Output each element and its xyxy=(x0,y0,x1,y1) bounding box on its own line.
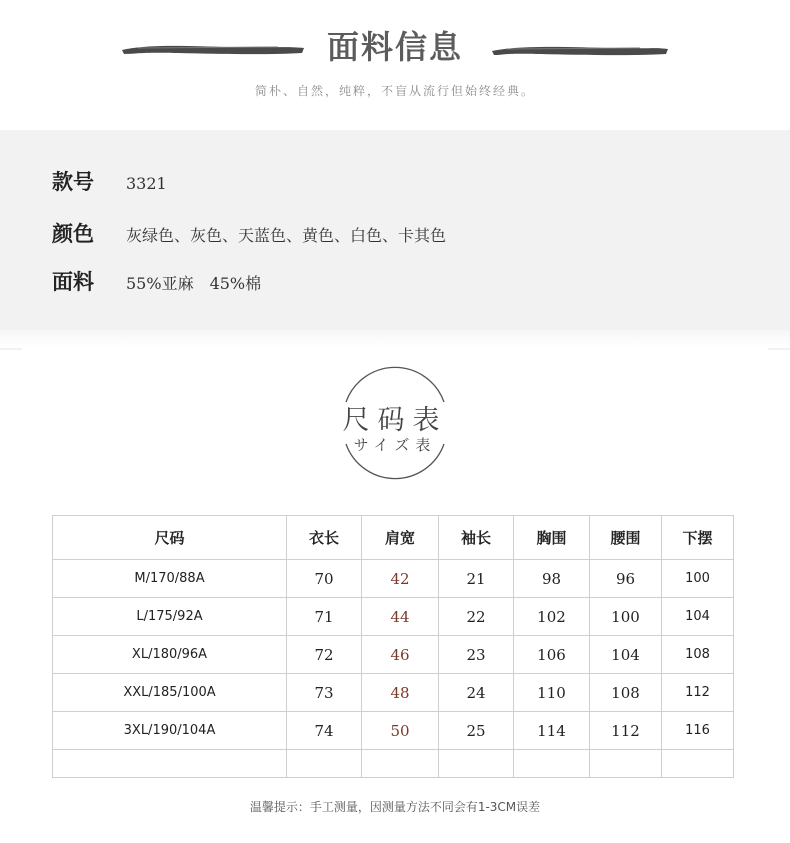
table-cell xyxy=(590,750,662,778)
table-cell: 50 xyxy=(362,712,439,750)
table-cell: 3XL/190/104A xyxy=(53,712,287,750)
table-cell: 108 xyxy=(662,636,734,674)
table-cell: 110 xyxy=(514,674,590,712)
table-cell: 24 xyxy=(439,674,514,712)
info-label: 面料 xyxy=(52,269,94,294)
info-row-fabric xyxy=(52,266,261,296)
table-cell: 96 xyxy=(590,560,662,598)
info-row-style-number xyxy=(52,166,167,196)
column-header-length: 衣长 xyxy=(287,516,362,560)
table-cell: 104 xyxy=(590,636,662,674)
table-row-empty xyxy=(53,750,734,778)
info-value: 55%亚麻 45%棉 xyxy=(126,274,262,293)
page-subtitle: 简朴、自然，纯粹，不盲从流行但始终经典。 xyxy=(254,84,535,98)
info-label: 款号 xyxy=(52,169,94,194)
table-cell xyxy=(53,750,287,778)
table-cell: 44 xyxy=(362,598,439,636)
header xyxy=(0,0,790,130)
table-cell: XL/180/96A xyxy=(53,636,287,674)
info-label: 颜色 xyxy=(52,221,94,246)
table-cell xyxy=(287,750,362,778)
table-row xyxy=(53,636,734,674)
table-cell: 112 xyxy=(662,674,734,712)
table-cell: 46 xyxy=(362,636,439,674)
table-row xyxy=(53,598,734,636)
table-cell: 23 xyxy=(439,636,514,674)
table-cell: 22 xyxy=(439,598,514,636)
table-cell: M/170/88A xyxy=(53,560,287,598)
table-cell: 74 xyxy=(287,712,362,750)
size-table xyxy=(52,515,734,778)
table-row xyxy=(53,674,734,712)
size-chart-logo-sub: サイズ表 xyxy=(353,436,437,454)
table-cell xyxy=(439,750,514,778)
section-divider xyxy=(0,330,790,348)
table-row xyxy=(53,712,734,750)
table-cell: 25 xyxy=(439,712,514,750)
table-cell xyxy=(662,750,734,778)
table-cell: 112 xyxy=(590,712,662,750)
column-header-waist: 腰围 xyxy=(590,516,662,560)
table-cell: 100 xyxy=(590,598,662,636)
info-row-colors xyxy=(52,218,446,248)
info-value: 3321 xyxy=(126,174,167,193)
table-cell xyxy=(362,750,439,778)
table-cell: 42 xyxy=(362,560,439,598)
fabric-info-panel xyxy=(0,130,790,330)
table-cell: XXL/185/100A xyxy=(53,674,287,712)
measurement-note: 温馨提示：手工测量，因测量方法不同会有1-3CM误差 xyxy=(249,800,541,814)
table-cell: 71 xyxy=(287,598,362,636)
table-cell xyxy=(514,750,590,778)
column-header-shoulder: 肩宽 xyxy=(362,516,439,560)
table-row xyxy=(53,560,734,598)
table-cell: 73 xyxy=(287,674,362,712)
brush-stroke-right-decoration xyxy=(490,38,670,60)
table-header-row xyxy=(53,516,734,560)
size-chart-logo-main: 尺码表 xyxy=(342,405,448,436)
table-cell: 100 xyxy=(662,560,734,598)
table-cell: 116 xyxy=(662,712,734,750)
column-header-chest: 胸围 xyxy=(514,516,590,560)
table-cell: 106 xyxy=(514,636,590,674)
page-title: 面料信息 xyxy=(326,28,463,66)
column-header-hem: 下摆 xyxy=(662,516,734,560)
info-value: 灰绿色、灰色、天蓝色、黄色、白色、卡其色 xyxy=(126,226,447,245)
table-cell: 98 xyxy=(514,560,590,598)
column-header-sleeve: 袖长 xyxy=(439,516,514,560)
table-cell: L/175/92A xyxy=(53,598,287,636)
table-cell: 21 xyxy=(439,560,514,598)
table-cell: 102 xyxy=(514,598,590,636)
table-cell: 114 xyxy=(514,712,590,750)
table-cell: 48 xyxy=(362,674,439,712)
table-cell: 72 xyxy=(287,636,362,674)
size-chart-logo xyxy=(334,362,456,484)
table-cell: 70 xyxy=(287,560,362,598)
table-cell: 104 xyxy=(662,598,734,636)
column-header-size: 尺码 xyxy=(53,516,287,560)
table-cell: 108 xyxy=(590,674,662,712)
